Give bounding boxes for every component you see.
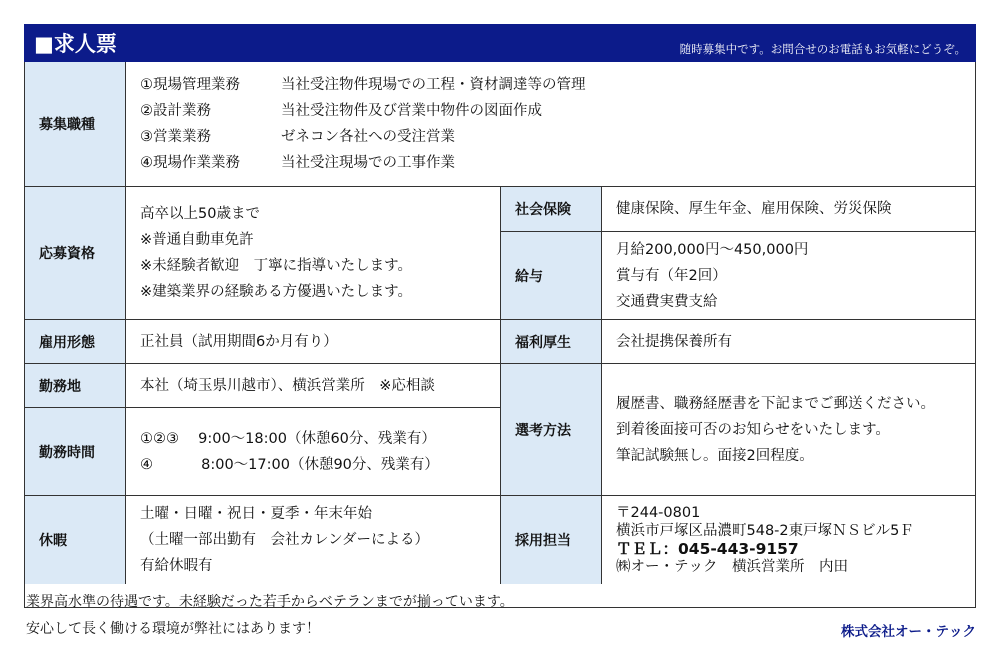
welfare-value: 会社提携保養所有 [602,320,976,364]
contact-tel: ＴＥＬ：045-443-9157 [616,540,799,558]
footer-line-2: 安心して長く働ける環境が弊社にはあります！ [26,621,320,637]
page-title: ■求人票 [34,32,117,56]
contact-postal: 〒244-0801 [616,505,701,521]
holiday-value: 土曜・日曜・祝日・夏季・年末年始 （土曜一部出勤有 会社カレンダーによる） 有給休暇有 [126,496,501,584]
label-insurance: 社会保険 [501,187,602,232]
salary-value: 月給200,000円～450,000円 賞与有（年2回） 交通費実費支給 [602,232,976,320]
label-selection: 選考方法 [501,364,602,496]
job-item: ③営業業務 ゼネコン各社への受注営業 [140,129,455,145]
label-qualification: 応募資格 [25,187,126,320]
job-item: ①現場管理業務 当社受注物件現場での工程・資材調達等の管理 [140,77,586,93]
label-holiday: 休暇 [25,496,126,584]
employment-value: 正社員（試用期間6か月有り） [126,320,501,364]
label-hours: 勤務時間 [25,408,126,496]
qualification-value: 高卒以上50歳まで ※普通自動車免許 ※未経験者歓迎 丁寧に指導いたします。 ※建築業界の経験ある方優遇いたします。 [126,187,501,320]
hours-value: ①②③ 9:00～18:00（休憩60分、残業有） ④ 8:00～17:00（休憩90分、残業有） [126,408,501,496]
label-location: 勤務地 [25,364,126,408]
job-table [24,62,976,608]
company-name: 株式会社オー・テック [841,624,976,640]
location-value: 本社（埼玉県川越市）、横浜営業所 ※応相談 [126,364,501,408]
job-item: ④現場作業業務 当社受注現場での工事作業 [140,155,455,171]
label-recruit-jobs: 募集職種 [25,62,126,187]
insurance-value: 健康保険、厚生年金、雇用保険、労災保険 [602,187,976,232]
job-item: ②設計業務 当社受注物件及び営業中物件の図面作成 [140,103,542,119]
label-salary: 給与 [501,232,602,320]
contact-address: 横浜市戸塚区品濃町548-2東戸塚ＮＳビル5Ｆ [616,523,914,539]
header-note: 随時募集中です。お問合せのお電話もお気軽にどうぞ。 [679,42,966,56]
recruit-jobs-list [126,62,976,187]
contact-person: ㈱オー・テック 横浜営業所 内田 [616,559,848,575]
label-welfare: 福利厚生 [501,320,602,364]
contact-value [602,496,976,584]
selection-value: 履歴書、職務経歴書を下記までご郵送ください。 到着後面接可否のお知らせをいたします。 筆記試験無し。面接2回程度。 [602,364,976,496]
label-contact: 採用担当 [501,496,602,584]
label-employment: 雇用形態 [25,320,126,364]
footer-line-1: 業界高水準の待遇です。未経験だった若手からベテランまでが揃っています。 [26,594,514,610]
header-bar [24,24,976,62]
